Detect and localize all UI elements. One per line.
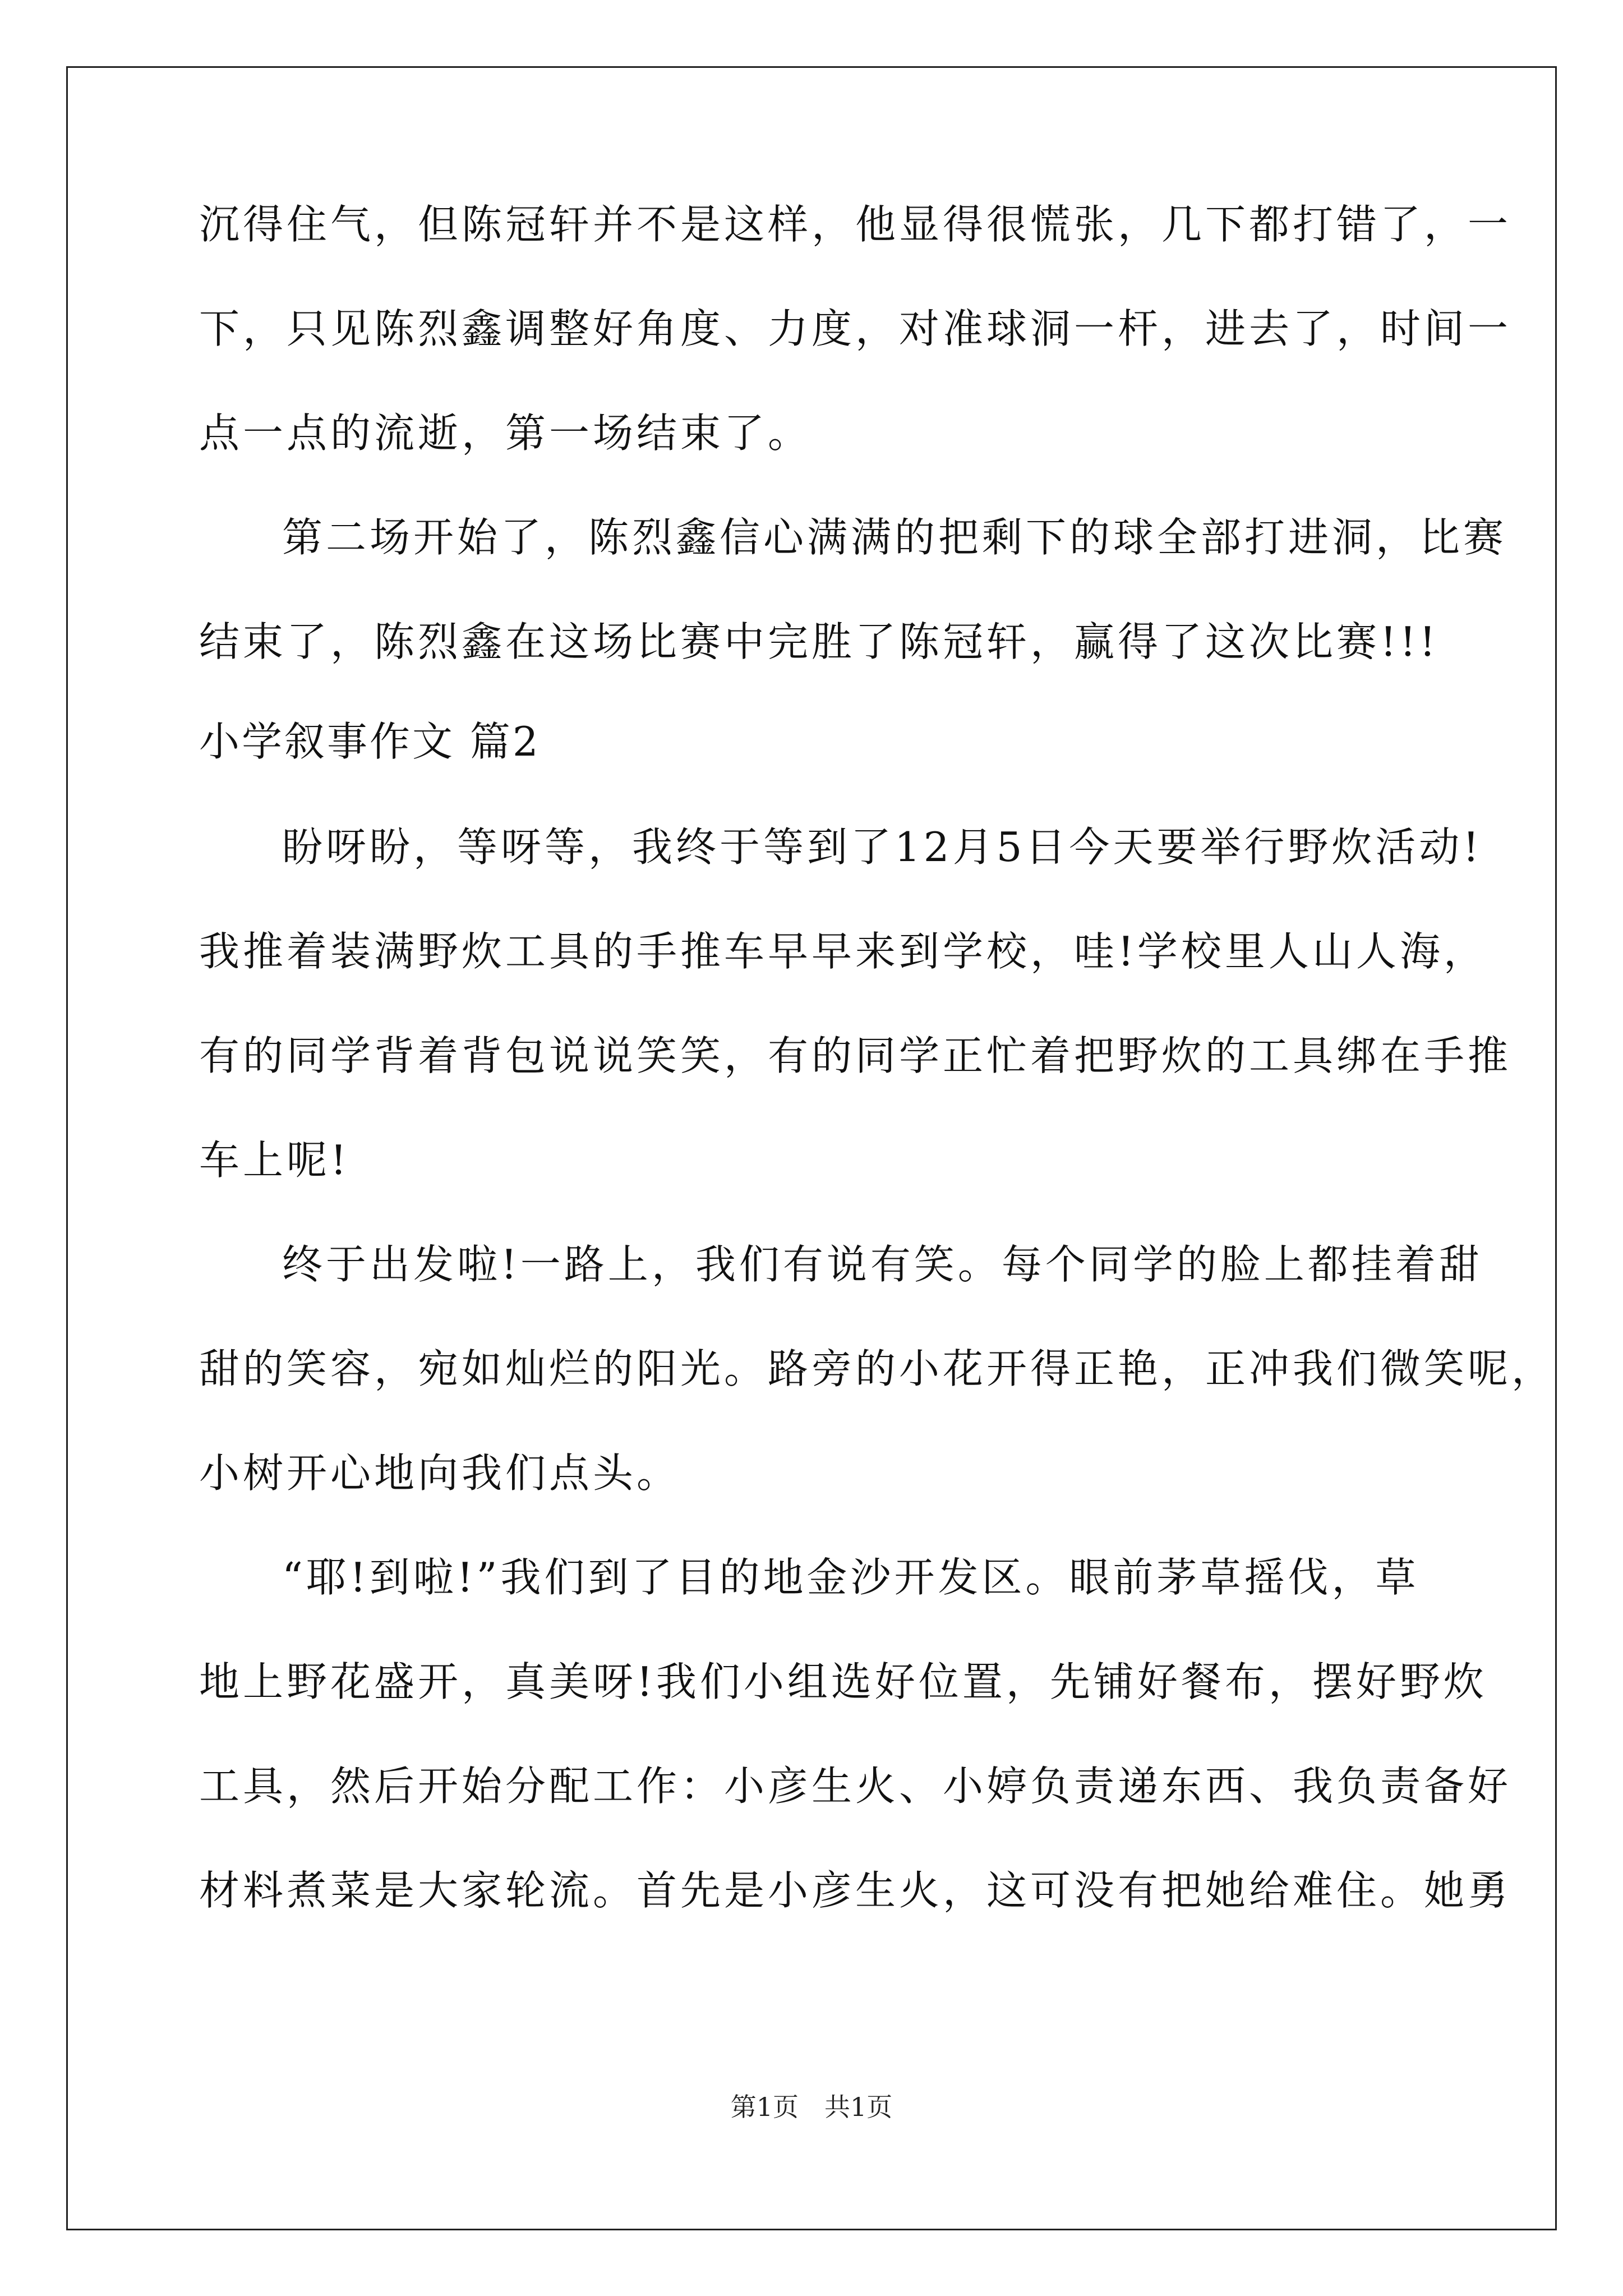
section-heading: 小学叙事作文 篇2 bbox=[199, 718, 541, 765]
text-line: 有的同学背着背包说说笑笑，有的同学正忙着把野炊的工具绑在手推 bbox=[199, 1032, 1512, 1079]
text-line: 我推着装满野炊工具的手推车早早来到学校，哇!学校里人山人海， bbox=[199, 928, 1487, 975]
text-line: 结束了，陈烈鑫在这场比赛中完胜了陈冠轩，赢得了这次比赛!!! bbox=[199, 618, 1439, 665]
text-line: 沉得住气，但陈冠轩并不是这样，他显得很慌张，几下都打错了，一 bbox=[199, 201, 1512, 248]
text-line: 盼呀盼，等呀等，我终于等到了12月5日今天要举行野炊活动! bbox=[282, 823, 1483, 871]
text-line: 下，只见陈烈鑫调整好角度、力度，对准球洞一杆，进去了，时间一 bbox=[199, 305, 1512, 352]
text-line: 地上野花盛开，真美呀!我们小组选好位置，先铺好餐布，摆好野炊 bbox=[199, 1658, 1487, 1705]
text-line: 点一点的流逝，第一场结束了。 bbox=[199, 409, 812, 457]
text-line: 材料煮菜是大家轮流。首先是小彦生火，这可没有把她给难住。她勇 bbox=[199, 1867, 1512, 1914]
text-line: 小树开心地向我们点头。 bbox=[199, 1450, 681, 1497]
page-number-footer: 第1页 共1页 bbox=[730, 2092, 893, 2122]
text-line: “耶!到啦!”我们到了目的地金沙开发区。眼前茅草摇伐，草 bbox=[282, 1554, 1419, 1601]
text-line: 车上呢! bbox=[199, 1137, 350, 1184]
text-line: 第二场开始了，陈烈鑫信心满满的把剩下的球全部打进洞，比赛 bbox=[282, 514, 1507, 561]
text-line: 甜的笑容，宛如灿烂的阳光。路旁的小花开得正艳，正冲我们微笑呢， bbox=[199, 1345, 1556, 1392]
text-line: 工具，然后开始分配工作：小彦生火、小婷负责递东西、我负责备好 bbox=[199, 1763, 1512, 1810]
text-line: 终于出发啦!一路上，我们有说有笑。每个同学的脸上都挂着甜 bbox=[282, 1241, 1483, 1288]
